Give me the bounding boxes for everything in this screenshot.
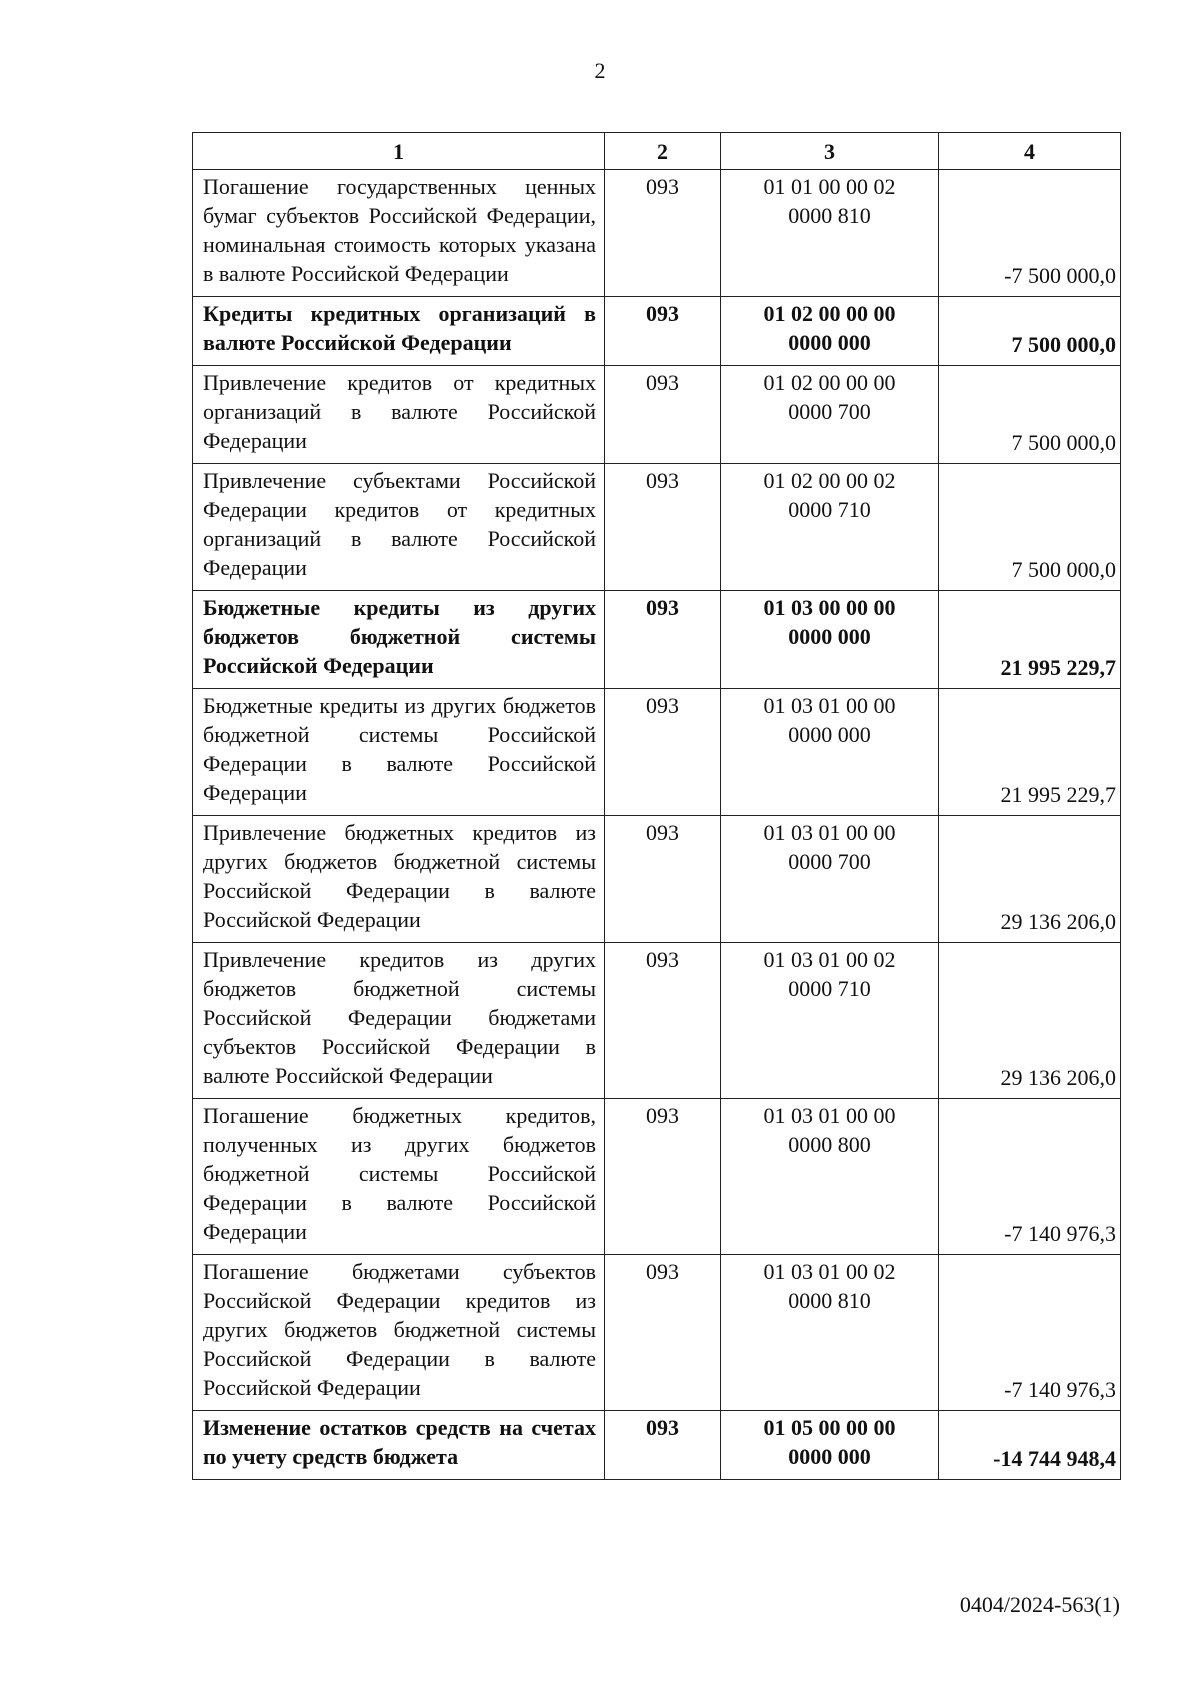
kbk-line-1: 01 03 01 00 02 [763,1259,896,1284]
kbk-line-1: 01 03 01 00 00 [763,1103,896,1128]
kbk-line-2: 0000 710 [788,976,871,1001]
kbk-line-1: 01 05 00 00 00 [763,1415,896,1440]
table-row [193,170,1121,297]
row-name: Погашение бюджетами субъектов Российской Федерации кредитов из других бюджетов бюджетной системы Российской Федерации в валюте Российской Федерации [193,1255,605,1411]
kbk-line-2: 0000 000 [788,330,871,355]
document-registration-code: 0404/2024-563(1) [959,1592,1120,1617]
row-admin-code: 093 [605,943,721,1099]
kbk-line-2: 0000 700 [788,849,871,874]
kbk-line-1: 01 02 00 00 02 [763,468,896,493]
kbk-line-1: 01 03 01 00 00 [763,820,896,845]
row-amount: 7 500 000,0 [939,297,1121,366]
header-col-3: 3 [721,133,939,170]
row-name: Погашение бюджетных кредитов, полученных из других бюджетов бюджетной системы Российской Федерации в валюте Российской Федерации [193,1099,605,1255]
kbk-line-1: 01 02 00 00 00 [763,301,896,326]
table-row [193,943,1121,1099]
row-admin-code: 093 [605,1411,721,1480]
kbk-line-2: 0000 800 [788,1132,871,1157]
row-amount: 7 500 000,0 [939,464,1121,591]
row-kbk-code [721,1255,939,1411]
row-name: Привлечение кредитов из других бюджетов бюджетной системы Российской Федерации бюджетами субъектов Российской Федерации в валюте Российской Федерации [193,943,605,1099]
header-col-1: 1 [193,133,605,170]
row-amount: 21 995 229,7 [939,591,1121,689]
table-row [193,689,1121,816]
table-row [193,591,1121,689]
row-kbk-code [721,170,939,297]
kbk-line-2: 0000 810 [788,203,871,228]
row-amount: -7 140 976,3 [939,1255,1121,1411]
row-kbk-code [721,366,939,464]
header-col-4: 4 [939,133,1121,170]
row-amount: 7 500 000,0 [939,366,1121,464]
budget-sources-table [192,132,1121,1480]
table-row [193,1255,1121,1411]
row-kbk-code [721,943,939,1099]
row-kbk-code [721,1411,939,1480]
table-header-row [193,133,1121,170]
kbk-line-2: 0000 710 [788,497,871,522]
row-admin-code: 093 [605,591,721,689]
row-admin-code: 093 [605,297,721,366]
row-name: Привлечение кредитов от кредитных организаций в валюте Российской Федерации [193,366,605,464]
kbk-line-2: 0000 810 [788,1288,871,1313]
table-row [193,816,1121,943]
kbk-line-2: 0000 700 [788,399,871,424]
row-kbk-code [721,689,939,816]
kbk-line-2: 0000 000 [788,1444,871,1469]
row-amount: -7 500 000,0 [939,170,1121,297]
row-amount: 21 995 229,7 [939,689,1121,816]
row-name: Бюджетные кредиты из других бюджетов бюджетной системы Российской Федерации [193,591,605,689]
row-name: Изменение остатков средств на счетах по учету средств бюджета [193,1411,605,1480]
row-amount: -7 140 976,3 [939,1099,1121,1255]
row-admin-code: 093 [605,464,721,591]
row-admin-code: 093 [605,170,721,297]
row-admin-code: 093 [605,1099,721,1255]
row-kbk-code [721,591,939,689]
page-number: 2 [594,58,606,83]
table-row [193,1099,1121,1255]
row-kbk-code [721,1099,939,1255]
kbk-line-1: 01 03 00 00 00 [763,595,896,620]
table-row [193,366,1121,464]
kbk-line-1: 01 03 01 00 00 [763,693,896,718]
kbk-line-1: 01 02 00 00 00 [763,370,896,395]
row-name: Погашение государственных ценных бумаг субъектов Российской Федерации, номинальная стоимость которых указана в валюте Российской Федерации [193,170,605,297]
table-row [193,464,1121,591]
kbk-line-2: 0000 000 [788,624,871,649]
table-row [193,1411,1121,1480]
table-row [193,297,1121,366]
row-amount: 29 136 206,0 [939,816,1121,943]
row-admin-code: 093 [605,1255,721,1411]
row-amount: -14 744 948,4 [939,1411,1121,1480]
header-col-2: 2 [605,133,721,170]
row-name: Привлечение бюджетных кредитов из других бюджетов бюджетной системы Российской Федерации в валюте Российской Федерации [193,816,605,943]
kbk-line-1: 01 03 01 00 02 [763,947,896,972]
kbk-line-1: 01 01 00 00 02 [763,174,896,199]
kbk-line-2: 0000 000 [788,722,871,747]
row-name: Привлечение субъектами Российской Федерации кредитов от кредитных организаций в валюте Российской Федерации [193,464,605,591]
row-admin-code: 093 [605,816,721,943]
row-admin-code: 093 [605,689,721,816]
row-admin-code: 093 [605,366,721,464]
row-name: Бюджетные кредиты из других бюджетов бюджетной системы Российской Федерации в валюте Российской Федерации [193,689,605,816]
row-kbk-code [721,464,939,591]
row-kbk-code [721,297,939,366]
row-name: Кредиты кредитных организаций в валюте Российской Федерации [193,297,605,366]
row-kbk-code [721,816,939,943]
row-amount: 29 136 206,0 [939,943,1121,1099]
